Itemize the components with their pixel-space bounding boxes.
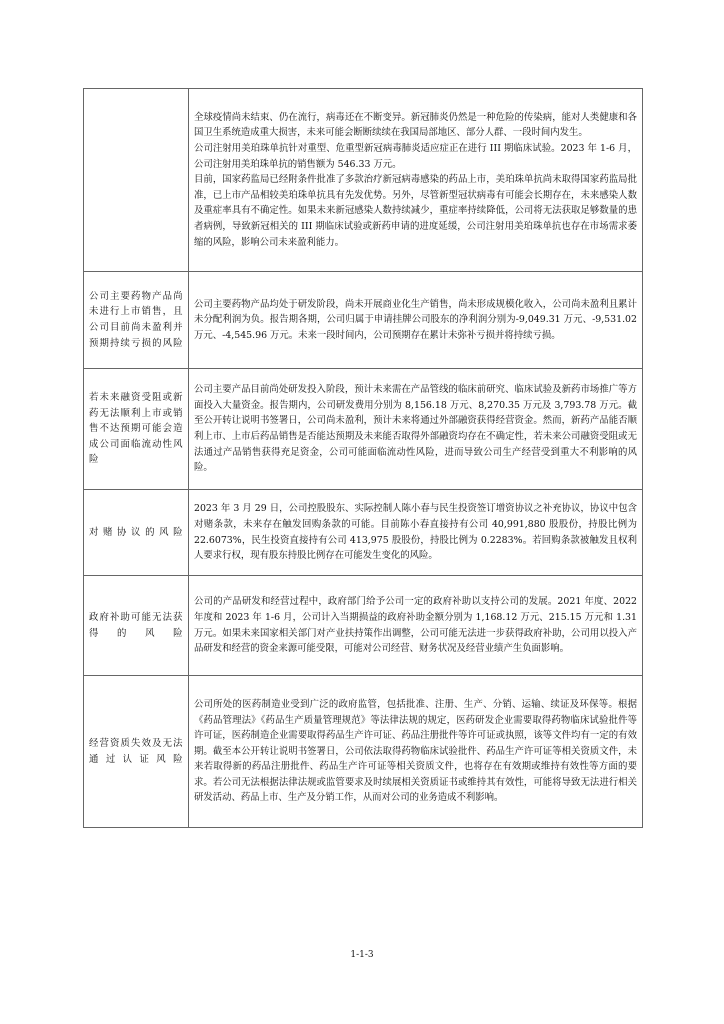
risk-description-cell [189,576,643,676]
risk-description-cell [189,369,643,490]
risk-paragraph: 公司的产品研发和经营过程中，政府部门给予公司一定的政府补助以支持公司的发展。2021 年度、2022 年度和 2023 年 1-6 月，公司计入当期损益的政府补助金额分别为 1,168.12 万元、215.15 万元和 1.31 万元。如果未来国家相关部门对产业扶持策作出调整，公司可能无法进一步获得政府补助，公司用以投入产品研发和经营的资金来源可能受限，可能对公司经营、财务状况及经营业绩产生负面影响。 [194,596,637,655]
risk-paragraph: 公司主要产品目前尚处研发投入阶段，预计未来需在产品管线的临床前研究、临床试验及新药市场推广等方面投入大量资金。报告期内，公司研发费用分别为 8,156.18 万元、8,270.35 万元及 3,793.78 万元。截至公开转让说明书签署日，公司尚未盈利，预计未来将通过外部融资获得经营资金。然而，新药产品能否顺利上市、上市后药品销售是否能达预期及未来能否取得外部融资均存在不确定性，若未来公司融资受阻或无法通过产品销售获得充足资金，公司可能面临流动性风险，进而导致公司生产经营受到重大不利影响的风险。 [194,384,637,474]
risk-title-cell: 经营资质失效及无法通过认证风险 [84,676,189,828]
table-row [84,89,643,272]
risk-description-cell [189,89,643,272]
risk-paragraph: 全球疫情尚未结束、仍在流行，病毒还在不断变异。新冠肺炎仍然是一种危险的传染病，能对人类健康和各国卫生系统造成重大损害，未来可能会断断续续在我国局部地区、部分人群、一段时间内发生。 [194,111,637,139]
risk-paragraph: 公司所处的医药制造业受到广泛的政府监管，包括批准、注册、生产、分销、运输、续证及环保等。根据《药品管理法》《药品生产质量管理规范》等法律法规的规定，医药研发企业需要取得药物临床试验批件等许可证，医药制造企业需要取得药品生产许可证、药品注册批件等许可证或执照，该等文件均有一定的有效期。截至本公开转让说明书签署日，公司依法取得药物临床试验批件、药品生产许可证等相关资质文件，未来若取得新的药品注册批件、药品生产许可证等相关资质文件，也将存在有效期或维持有效性等方面的要求。若公司无法根据法律法规或监管要求及时续展相关资质证书或维持其有效性，可能将导致无法进行相关研发活动、药品上市、生产及分销工作，从而对公司的业务造成不利影响。 [194,698,637,804]
risk-description-cell [189,490,643,576]
risk-paragraph: 2023 年 3 月 29 日，公司控股股东、实际控制人陈小春与民生投资签订增资协议之补充协议，协议中包含对赌条款，未来存在触发回购条款的可能。目前陈小春直接持有公司 40,991,880 股股份，持股比例为 22.6073%，民生投资直接持有公司 413,975 股股份，持股比例为 0.2283%。若回购条款被触发且权利人要求行权，现有股东持股比例存在可能发生变化的风险。 [194,503,637,562]
table-row [84,676,643,828]
risk-table [83,88,643,828]
page-number: 1-1-3 [350,950,374,960]
table-row [84,576,643,676]
table-row [84,272,643,369]
risk-title-cell: 对赌协议的风险 [84,490,189,576]
risk-title-cell: 若未来融资受阻或新药无法顺利上市或销售不达预期可能会造成公司面临流动性风险 [84,369,189,490]
risk-title-cell: 政府补助可能无法获得的风险 [84,576,189,676]
risk-paragraph: 目前，国家药监局已经附条件批准了多款治疗新冠病毒感染的药品上市，美珀珠单抗尚未取得国家药监局批准，已上市产品相较美珀珠单抗具有先发优势。另外，尽管新型冠状病毒有可能会长期存在，未来感染人数及重症率具有不确定性。如果未来新冠感染人数持续减少，重症率持续降低，公司将无法获取足够数量的患者病例，导致新冠相关的 III 期临床试验或新药申请的进度延缓，公司注射用美珀珠单抗也存在市场需求萎缩的风险，影响公司未来盈利能力。 [194,174,637,248]
table-row [84,369,643,490]
risk-title-cell [84,89,189,272]
risk-title-cell: 公司主要药物产品尚未进行上市销售，且公司目前尚未盈利并预期持续亏损的风险 [84,272,189,369]
risk-paragraph: 公司主要药物产品均处于研发阶段，尚未开展商业化生产销售，尚未形成规模化收入，公司尚未盈利且累计未分配利润为负。报告期各期，公司归属于申请挂牌公司股东的净利润分别为-9,049.31 万元、-9,531.02 万元、-4,545.96 万元。未来一段时间内，公司预期存在累计未弥补亏损并将持续亏损。 [194,298,637,341]
risk-description-cell [189,676,643,828]
risk-paragraph: 公司注射用美珀珠单抗针对重型、危重型新冠病毒肺炎适应症正在进行 III 期临床试验。2023 年 1-6 月，公司注射用美珀珠单抗的销售额为 546.33 万元。 [194,143,637,170]
risk-description-cell [189,272,643,369]
table-row [84,490,643,576]
